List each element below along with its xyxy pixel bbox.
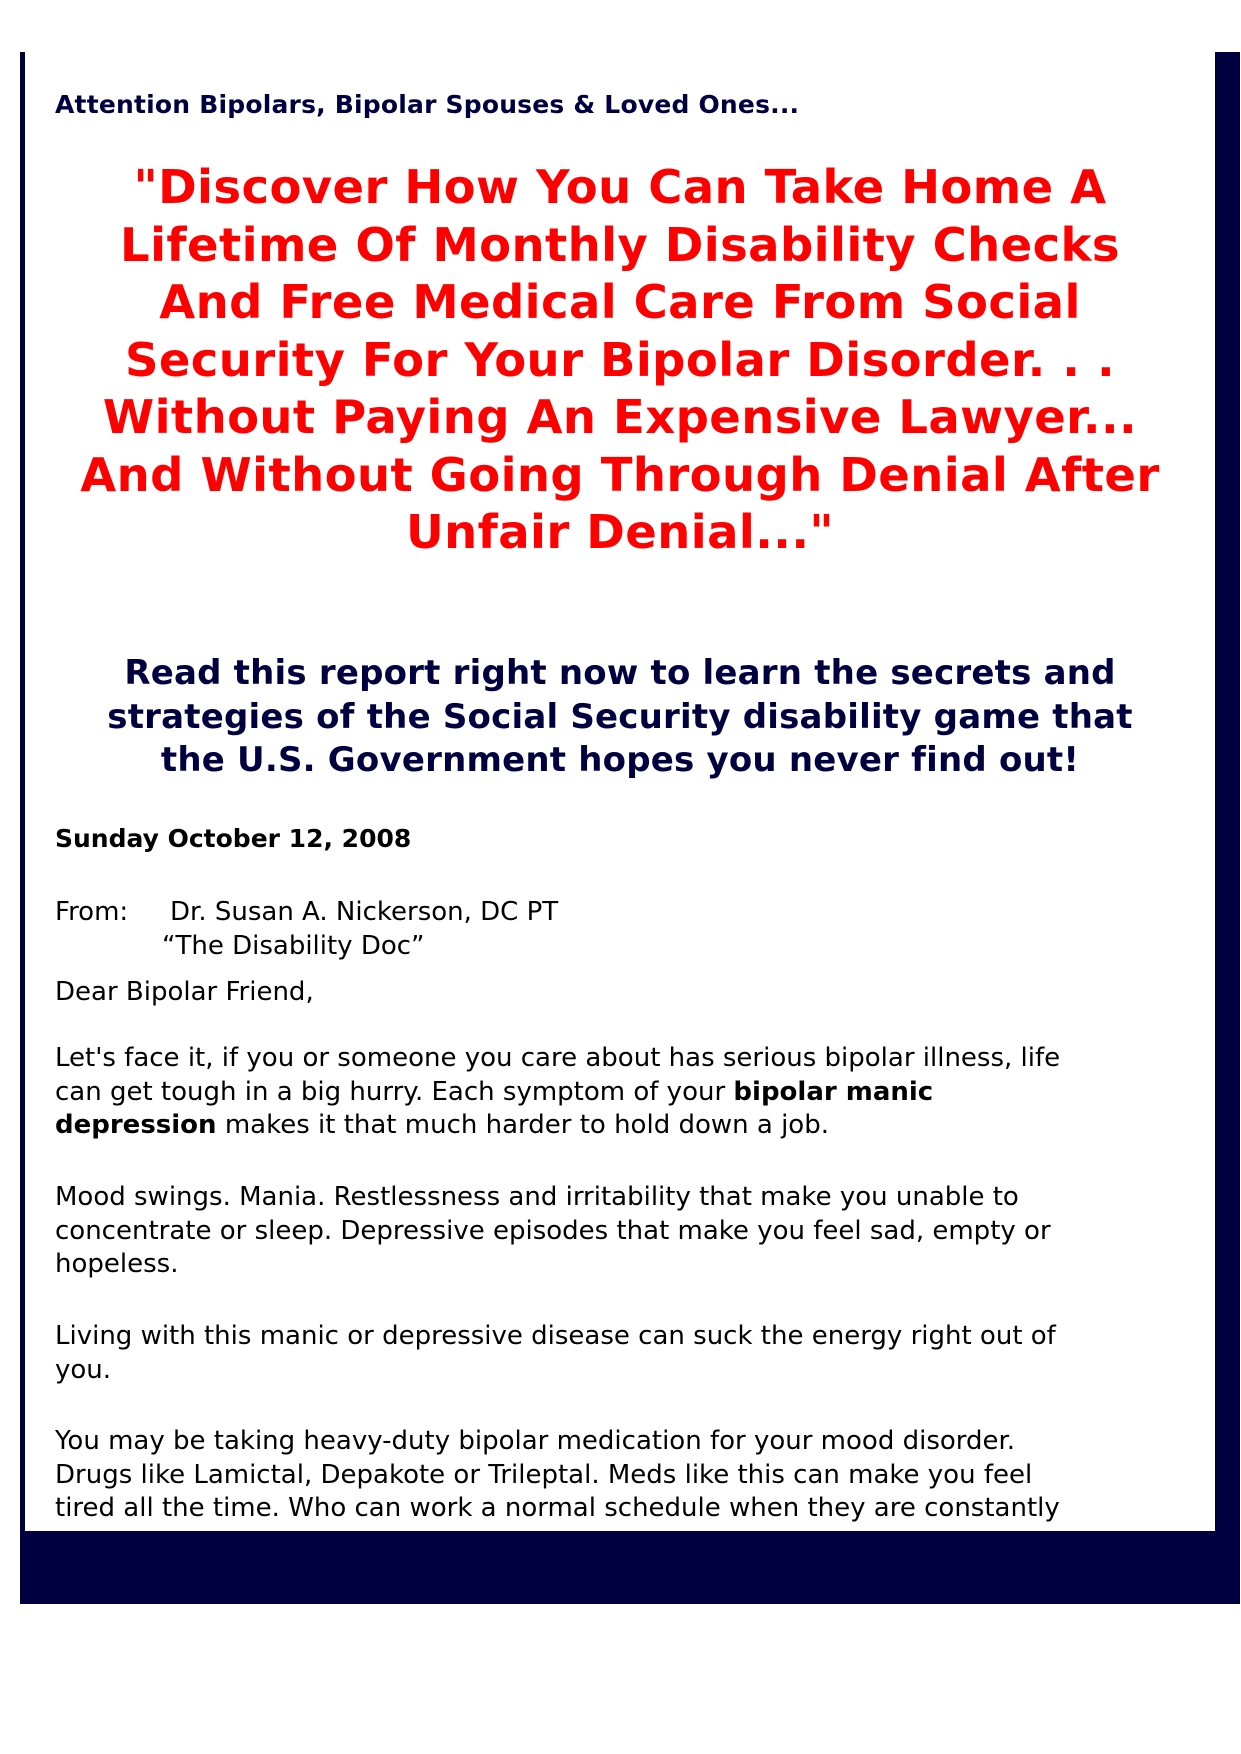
paragraph-line: tired all the time. Who can work a normal schedule when they are constantly xyxy=(55,1493,1060,1523)
from-block xyxy=(55,895,558,963)
from-label: From: xyxy=(55,897,129,927)
headline-line: And Without Going Through Denial After xyxy=(80,447,1160,502)
paragraph-3 xyxy=(55,1320,1195,1387)
paragraph-line: Drugs like Lamictal, Depakote or Trileptal. Meds like this can make you feel xyxy=(55,1459,1033,1490)
paragraph-line: you. xyxy=(55,1354,112,1385)
salutation-text: Dear Bipolar Friend, xyxy=(55,977,314,1007)
headline-line: Security For Your Bipolar Disorder. . . xyxy=(124,332,1116,387)
paragraph-2 xyxy=(55,1181,1195,1282)
bold-text-run: bipolar manic xyxy=(733,1076,934,1107)
paragraph-line: You may be taking heavy-duty bipolar medication for your mood disorder. xyxy=(55,1426,1016,1456)
headline xyxy=(45,159,1195,562)
author-name: Dr. Susan A. Nickerson, DC PT xyxy=(170,897,559,927)
paragraph-line: Living with this manic or depressive disease can suck the energy right out of xyxy=(55,1321,1056,1351)
paragraph-4 xyxy=(55,1425,1195,1526)
author-nickname: “The Disability Doc” xyxy=(162,931,425,961)
salutation xyxy=(55,976,1195,1010)
text-run: can get tough in a big hurry. Each symptom of your xyxy=(55,1076,734,1107)
headline-line: And Free Medical Care From Social xyxy=(159,275,1081,329)
document-page xyxy=(25,52,1215,1531)
paragraph-1 xyxy=(55,1042,1195,1143)
paragraph-line: concentrate or sleep. Depressive episodes that make you feel sad, empty or xyxy=(55,1215,1051,1246)
kicker-line: Attention Bipolars, Bipolar Spouses & Loved Ones... xyxy=(55,90,800,119)
page-frame xyxy=(20,52,1240,1604)
text-run: makes it that much harder to hold down a job. xyxy=(216,1110,829,1140)
paragraph-line xyxy=(55,1109,1195,1143)
subhead-line: strategies of the Social Security disability game that xyxy=(107,696,1133,737)
subhead-line: the U.S. Government hopes you never find out! xyxy=(160,740,1080,780)
headline-line: Lifetime Of Monthly Disability Checks xyxy=(120,217,1120,272)
paragraph-line: Let's face it, if you or someone you care about has serious bipolar illness, life xyxy=(55,1043,1061,1073)
dateline: Sunday October 12, 2008 xyxy=(55,824,412,853)
headline-line: Unfair Denial..." xyxy=(405,505,835,559)
paragraph-line xyxy=(55,1076,1195,1110)
bold-text-run: depression xyxy=(55,1110,217,1140)
paragraph-line: hopeless. xyxy=(55,1249,179,1279)
headline-line: "Discover How You Can Take Home A xyxy=(133,160,1107,214)
headline-line: Without Paying An Expensive Lawyer... xyxy=(102,390,1138,444)
subhead-line: Read this report right now to learn the secrets and xyxy=(124,653,1116,693)
subheadline xyxy=(45,652,1195,783)
paragraph-line: Mood swings. Mania. Restlessness and irritability that make you unable to xyxy=(55,1182,1019,1212)
